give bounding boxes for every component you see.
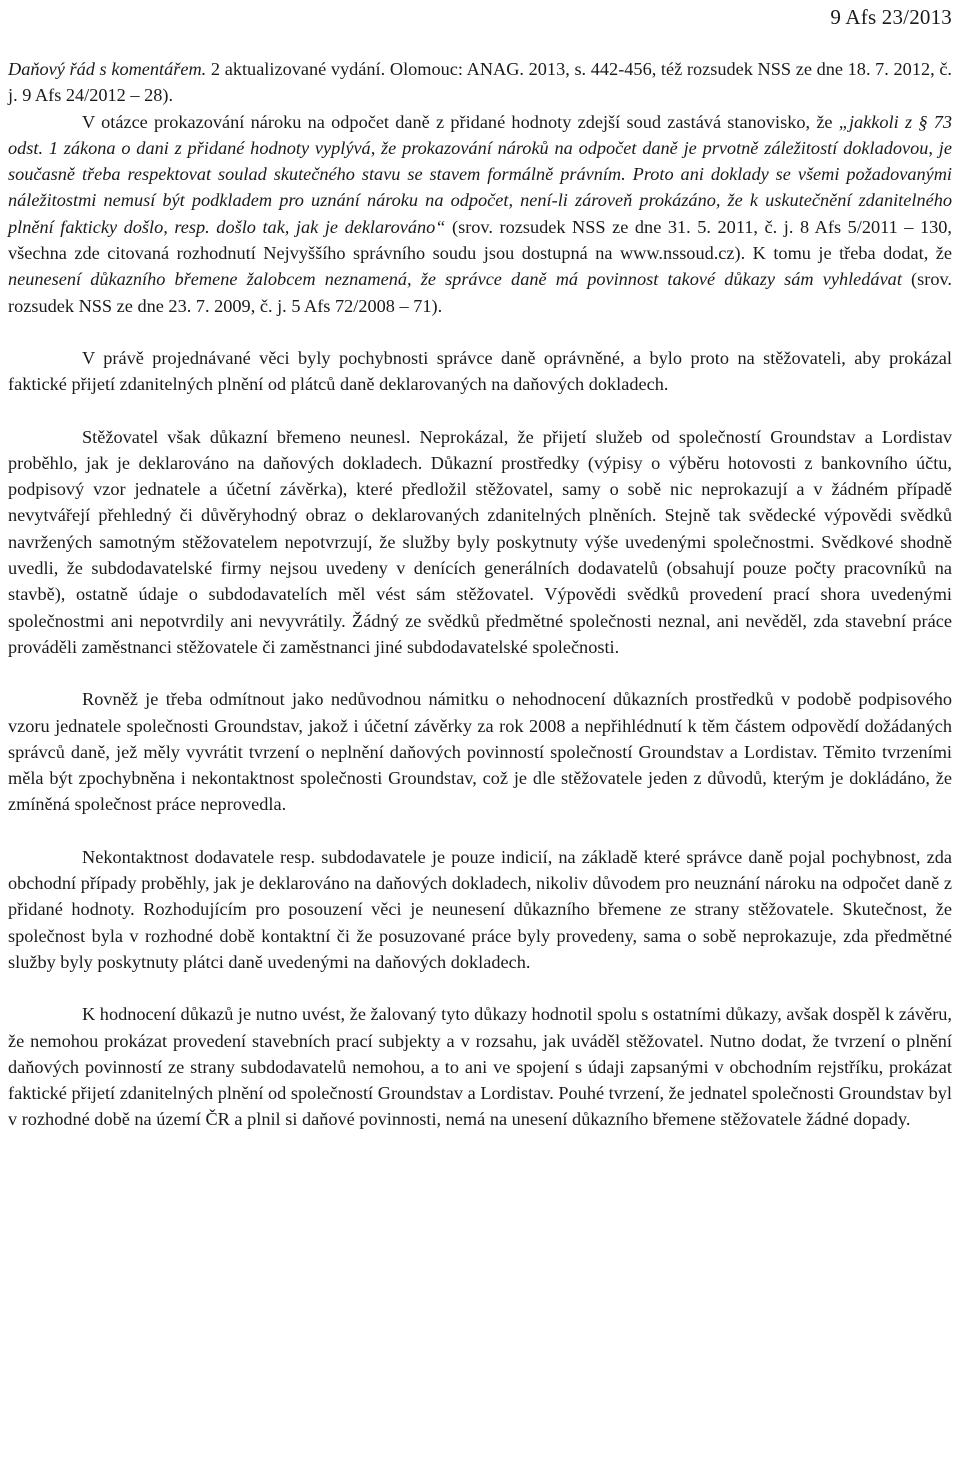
text-run: (srov. rozsudek NSS ze dne 23. 7. 2009, č. j. 5 Afs 72/2008 – 71). (8, 269, 952, 316)
paragraph (8, 1001, 952, 1132)
case-reference: 9 Afs 23/2013 (830, 5, 952, 29)
italic-text-run: neunesení důkazního břemene žalobcem neznamená, že správce daně má povinnost takové důkazy sám vyhledávat (8, 269, 902, 290)
paragraph (8, 424, 952, 661)
text-run: K hodnocení důkazů je nutno uvést, že žalovaný tyto důkazy hodnotil spolu s ostatními důkazy, avšak dospěl k závěru, že nemohou prokázat provedení stavebních prací subjekty a v rozsahu, jak uváděl stěžovatel. Nutno dodat, že tvrzení o plnění daňových povinností ze strany subdodavatelů nemohou, a to ani ve spojení s údaji zapsanými v obchodním rejstříku, prokázat faktické přijetí zdanitelných plnění od společností Groundstav a Lordistav. Pouhé tvrzení, že jednatel společnosti Groundstav byl v rozhodné době na území ČR a plnil si daňové povinnosti, nemá na unesení důkazního břemene stěžovatele žádné dopady. (8, 1004, 952, 1130)
text-run: Nekontaktnost dodavatele resp. subdodavatele je pouze indicií, na základě které správce daně pojal pochybnost, zda obchodní případy proběhly, jak je deklarováno na daňových dokladech, nikoliv důvodem pro neuznání nároku na odpočet daně z přidané hodnoty. Rozhodujícím pro posouzení věci je neunesení důkazního břemene ze strany stěžovatele. Skutečnost, že společnost byla v rozhodné době kontaktní či že posuzované práce byly provedeny, sama o sobě neprokazuje, zda předmětné služby byly poskytnuty plátci daně uvedenými na daňových dokladech. (8, 846, 952, 972)
italic-text-run: Daňový řád s komentářem. (8, 59, 211, 79)
paragraph (8, 56, 952, 109)
text-run: Rovněž je třeba odmítnout jako nedůvodnou námitku o nehodnocení důkazních prostředků v podobě podpisového vzoru jednatele společnosti Groundstav, jakož i účetní závěrky za rok 2008 a nepřihlédnutí k těm částem odpovědí dožádaných správců daně, jež měly vyvrátit tvrzení o neplnění daňových povinností společností Groundstav a Lordistav. Těmito tvrzeními měla být zpochybněna i nekontaktnost společnosti Groundstav, což je dle stěžovatele jeden z důvodů, kterým je dokládáno, že zmíněná společnost práce neprovedla. (8, 689, 952, 815)
paragraph (8, 109, 952, 319)
text-run: V právě projednávané věci byly pochybnosti správce daně oprávněné, a bylo proto na stěžovateli, aby prokázal faktické přijetí zdanitelných plnění od plátců daně deklarovaných na daňových dokladech. (8, 347, 952, 395)
paragraph (8, 844, 952, 975)
text-run: Stěžovatel však důkazní břemeno neunesl. Neprokázal, že přijetí služeb od společností Groundstav a Lordistav proběhlo, jak je deklarováno na daňových dokladech. Důkazní prostředky (výpisy o výběru hotovosti z bankovního účtu, podpisový vzor jednatele a účetní závěrka), které předložil stěžovatel, samy o sobě nic neprokazují a v žádném případě nevytvářejí přehledný či důvěryhodný obraz o deklarovaných zdanitelných plněních. Stejně tak svědecké výpovědi svědků navržených samotným stěžovatelem nepotvrzují, že služby byly poskytnuty výše uvedenými společnostmi. Svědkové shodně uvedli, že subdodavatelské firmy nejsou uvedeny v denících generálních dodavatelů (obsahují pouze počty pracovníků na stavbě), ostatně údaje o subdodavatelích měl vést sám stěžovatel. Výpovědi svědků provedení prací shora uvedenými společnostmi ani nepotvrdily ani nevyvrátily. Žádný ze svědků předmětné společnosti neznal, ani nevěděl, zda stavební práce prováděli zaměstnanci stěžovatele či zaměstnanci jiné subdodavatelské společnosti. (8, 426, 952, 657)
text-run: 2 aktualizované vydání. Olomouc: ANAG. 2013, s. 442-456, též rozsudek NSS ze dne 18. 7. 2012, č. j. 9 Afs 24/2012 – 28). (8, 59, 953, 106)
document-body (8, 56, 952, 1133)
italic-text-run: „jakkoli z § 73 odst. 1 zákona o dani z přidané hodnoty vyplývá, že prokazování nároků na odpočet daně je prvotně záležitostí dokladovou, je současně třeba respektovat soulad skutečného stavu se stavem formálně právním. Proto ani doklady se všemi požadovanými náležitostmi nemusí být podkladem pro uznání nároku na odpočet, není-li zároveň prokázáno, že k uskutečnění zdanitelného plnění fakticky došlo, resp. došlo tak, jak je deklarováno“ (8, 111, 952, 237)
paragraph (8, 345, 952, 398)
text-run: (srov. rozsudek NSS ze dne 31. 5. 2011, č. j. 8 Afs 5/2011 – 130, všechna zde citovaná rozhodnutí Nejvyššího správního soudu jsou dostupná na www.nssoud.cz). K tomu je třeba dodat, že (8, 216, 952, 264)
text-run: V otázce prokazování nároku na odpočet daně z přidané hodnoty zdejší soud zastává stanovisko, že (82, 111, 839, 132)
paragraph (8, 686, 952, 817)
